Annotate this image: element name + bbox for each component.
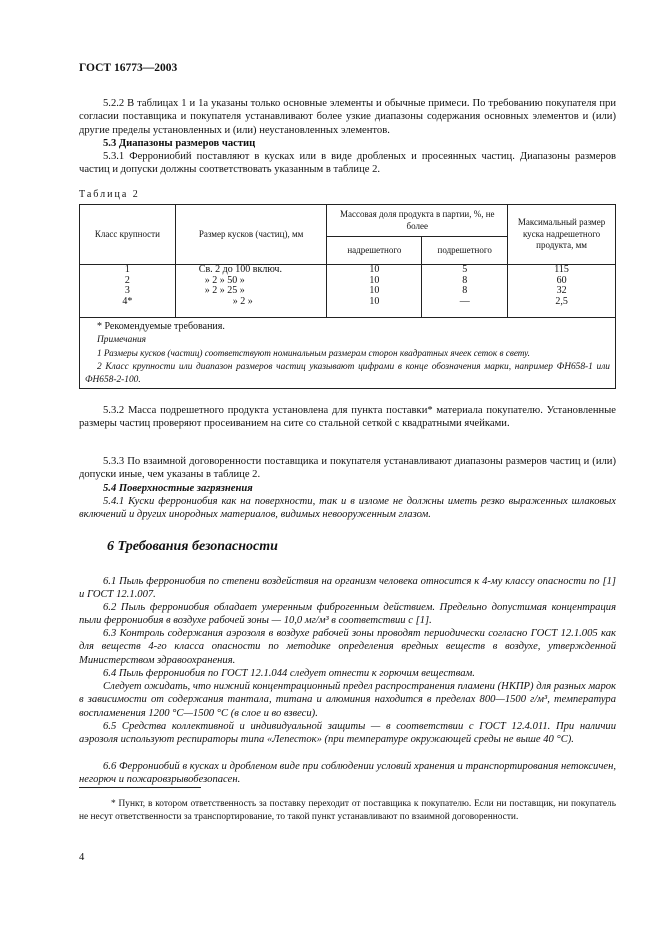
size-value: » 2 » 50 »: [204, 274, 245, 286]
col-header-undersize: подрешетного: [422, 237, 508, 265]
max-size-value: 60: [556, 274, 567, 286]
section-6-heading: 6 Требования безопасности: [107, 539, 278, 554]
class-value: 3: [124, 285, 130, 296]
col-header-size: Размер кусков (частиц), мм: [175, 205, 327, 265]
size-value: » 2 »: [232, 295, 253, 307]
page-number: 4: [79, 852, 85, 863]
standard-code-header: ГОСТ 16773—2003: [79, 62, 178, 74]
cell-sizes: [175, 265, 327, 318]
clause-5-4-1: 5.4.1 Куски феррониобия как на поверхности, так и в изломе не должны иметь резко выраженных шлаковых включений и других инородных материалов, видимых невооруженным глазом.: [79, 496, 616, 521]
undersize-value: 5: [462, 264, 468, 275]
cell-oversize: [327, 265, 422, 318]
page-footnote: * Пункт, в котором ответственность за поставку переходит от поставщика к покупателю. Если ни поставщик, ни покупатель не несут ответственности за транспортирование, то такой пункт устанавливают по взаимной договоренности.: [79, 799, 616, 822]
col-header-mass: Массовая доля продукта в партии, %, не более: [327, 205, 508, 237]
undersize-value: —: [459, 295, 470, 307]
note-1: 1 Размеры кусков (частиц) соответствуют номинальным размерам сторон квадратных ячеек сеток в свету.: [97, 348, 530, 358]
clause-6-2: 6.2 Пыль феррониобия обладает умеренным фиброгенным действием. Предельно допустимая концентрация пыли феррониобия в воздухе рабочей зоны — 10,0 мг/м³ в соответствии с [1].: [79, 602, 616, 627]
max-size-value: 32: [556, 285, 567, 296]
clause-5-4-heading: 5.4 Поверхностные загрязнения: [103, 483, 253, 494]
clause-6-1: 6.1 Пыль феррониобия по степени воздействия на организм человека относится к 4-му классу опасности по [1] и ГОСТ 12.1.007.: [79, 576, 616, 601]
oversize-value: 10: [369, 274, 380, 286]
undersize-value: 8: [462, 285, 468, 296]
col-header-class: Класс крупности: [80, 205, 176, 265]
table-footnote: * Рекомендуемые требования.: [97, 321, 225, 332]
col-header-oversize: надрешетного: [327, 237, 422, 265]
class-value: 1: [124, 264, 130, 275]
table-label: Таблица 2: [79, 189, 140, 200]
clause-5-3-1: 5.3.1 Феррониобий поставляют в кусках или в виде дробленых и просеянных частиц. Диапазоны размеров частиц и допуски должны соответствовать указанным в таблице 2.: [79, 151, 616, 176]
clause-5-3-heading: 5.3 Диапазоны размеров частиц: [103, 138, 256, 149]
clause-5-3-2: 5.3.2 Масса подрешетного продукта установлена для пункта поставки* материала покупателю. Установленные размеры частиц проверяют просеиванием на сите со стальной сеткой с квадратными ячейками.: [79, 405, 616, 430]
clause-6-5: 6.5 Средства коллективной и индивидуальной защиты — в соответствии с ГОСТ 12.4.011. При наличии аэрозоля используют респираторы типа «Лепесток» (при температуре окружающей среды не выше 40 °С).: [79, 721, 616, 746]
cell-max-size: [508, 265, 616, 318]
max-size-value: 2,5: [555, 295, 568, 307]
clause-6-4: 6.4 Пыль феррониобия по ГОСТ 12.1.044 следует отнести к горючим веществам.: [103, 668, 475, 679]
clause-6-6: 6.6 Феррониобий в кусках и дробленом виде при соблюдении условий хранения и транспортирования нетоксичен, негорюч и пожаровзрывобезопасен.: [79, 761, 616, 786]
size-value: Св. 2 до 100 включ.: [198, 264, 282, 275]
clause-6-3: 6.3 Контроль содержания аэрозоля в воздухе рабочей зоны проводят периодически согласно ГОСТ 12.1.005 как для веществ 4-го класса опасности по методике определения вредных веществ в воздухе, утвержденной Министерством здравоохранения.: [79, 628, 616, 666]
class-value: 4*: [122, 295, 133, 307]
table-notes: [79, 317, 616, 389]
particle-size-table: [79, 204, 616, 318]
col-header-max-size: Максимальный размер куска надрешетного продукта, мм: [508, 205, 616, 265]
note-2: 2 Класс крупности или диапазон размеров частиц указывают цифрами в конце обозначения марки, например ФН658-1 или ФН658-2-100.: [85, 361, 610, 385]
footnote-divider: [79, 787, 201, 788]
clause-6-4-continuation: Следует ожидать, что нижний концентрационный предел распространения пламени (НКПР) для разных марок в зависимости от содержания тантала, титана и алюминия находится в пределах 800—1500 г/м³, температура воспламенения 1200 °С—1500 °С (в слое и во взвеси).: [79, 681, 616, 719]
max-size-value: 115: [554, 264, 569, 275]
cell-classes: [80, 265, 176, 318]
undersize-value: 8: [462, 274, 468, 286]
size-value: » 2 » 25 »: [204, 285, 245, 296]
oversize-value: 10: [369, 295, 380, 307]
cell-undersize: [422, 265, 508, 318]
class-value: 2: [124, 274, 130, 286]
clause-5-2-2: 5.2.2 В таблицах 1 и 1а указаны только основные элементы и обычные примеси. По требованию покупателя при согласии поставщика и покупателя устанавливают более узкие диапазоны содержания основных элементов и (или) другие пределы установленных и (или) неустановленных элементов.: [79, 98, 616, 136]
clause-5-3-3: 5.3.3 По взаимной договоренности поставщика и покупателя устанавливают диапазоны размеров частиц и (или) допуски иные, чем указаны в таблице 2.: [79, 456, 616, 481]
notes-title: Примечания: [97, 334, 147, 345]
oversize-value: 10: [369, 264, 380, 275]
oversize-value: 10: [369, 285, 380, 296]
